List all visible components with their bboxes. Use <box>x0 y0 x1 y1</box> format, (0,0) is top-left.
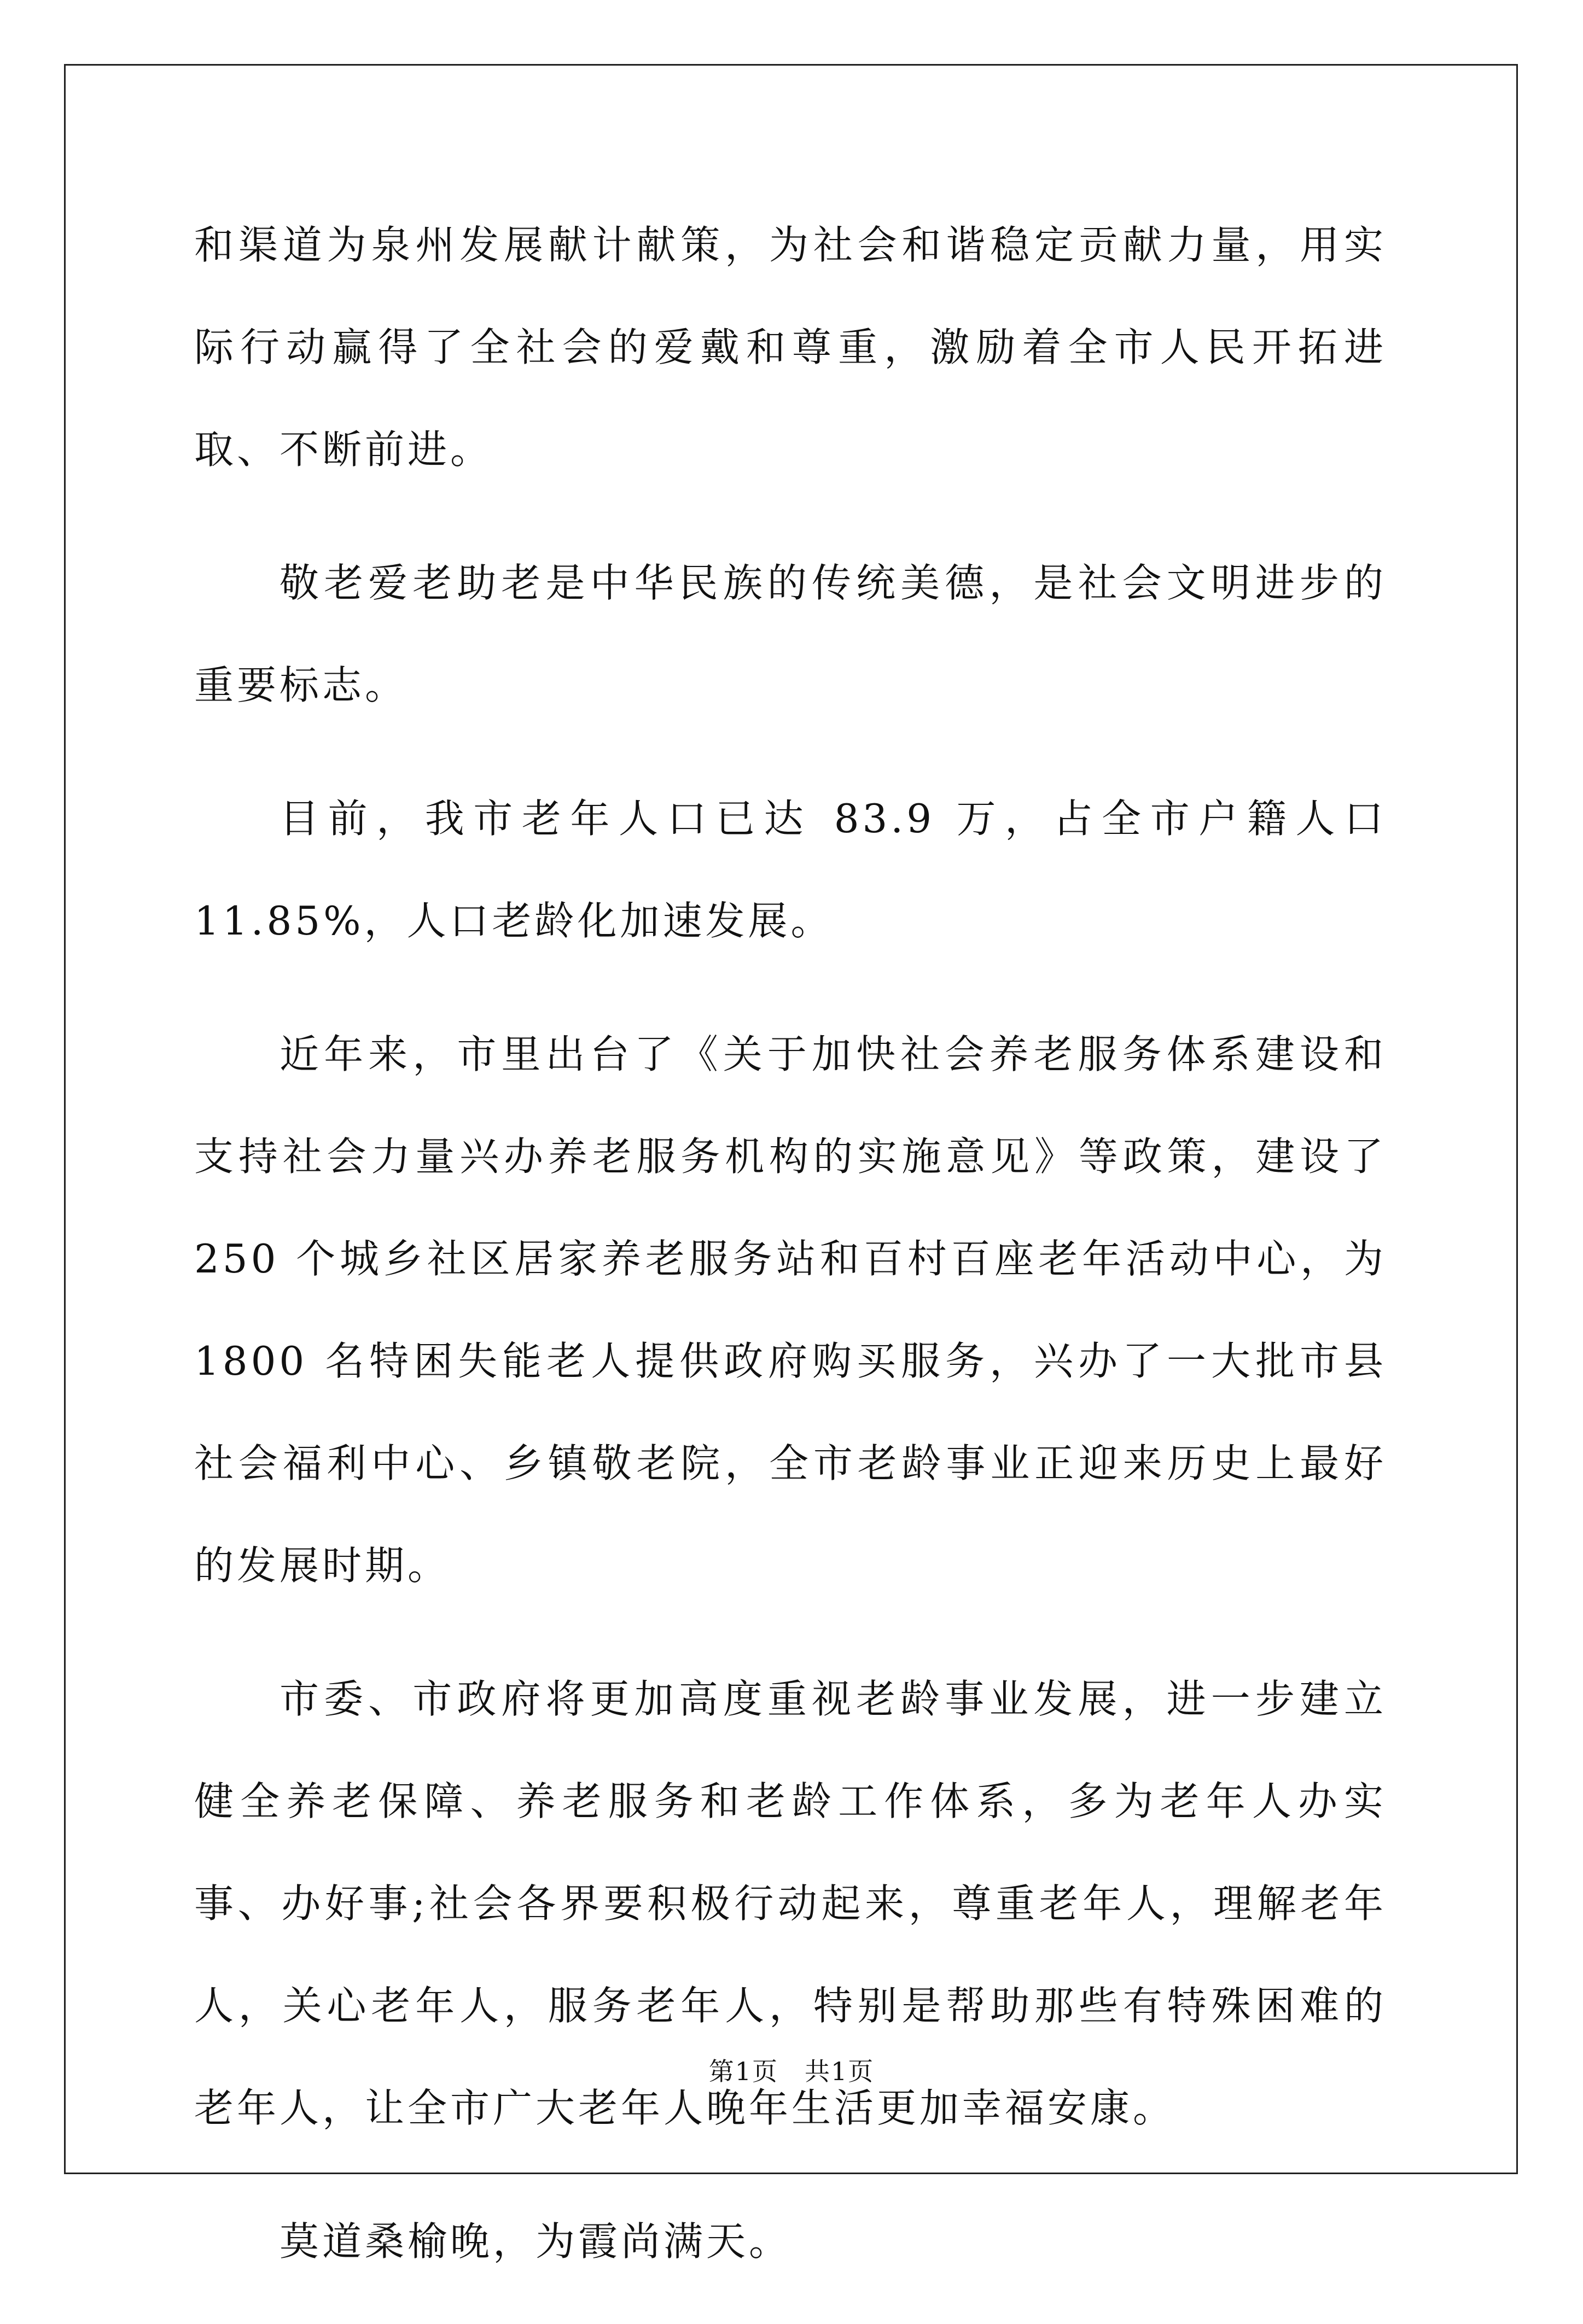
paragraph-2: 敬老爱老助老是中华民族的传统美德，是社会文明进步的重要标志。 <box>194 560 1387 708</box>
paragraph-3: 目前，我市老年人口已达 83.9 万，占全市户籍人口 11.85%，人口老龄化加速发展。 <box>194 796 1387 944</box>
document-body <box>194 194 1387 2324</box>
paragraph-1: 和渠道为泉州发展献计献策，为社会和谐稳定贡献力量，用实际行动赢得了全社会的爱戴和尊重，激励着全市人民开拓进取、不断前进。 <box>194 222 1387 472</box>
paragraph-4: 近年来，市里出台了《关于加快社会养老服务体系建设和支持社会力量兴办养老服务机构的实施意见》等政策，建设了 250 个城乡社区居家养老服务站和百村百座老年活动中心，为 1800 名特困失能老人提供政府购买服务，兴办了一大批市县社会福利中心、乡镇敬老院，全市老龄事业正迎来历史上最好的发展时期。 <box>194 1031 1387 1589</box>
page-footer: 第1页 共1页 <box>708 2057 875 2086</box>
paragraph-6: 莫道桑榆晚，为霞尚满天。 <box>280 2218 792 2264</box>
paragraph-5: 市委、市政府将更加高度重视老龄事业发展，进一步建立健全养老保障、养老服务和老龄工作体系，多为老年人办实事、办好事;社会各界要积极行动起来，尊重老年人，理解老年人，关心老年人，服务老年人，特别是帮助那些有特殊困难的老年人，让全市广大老年人晚年生活更加幸福安康。 <box>194 1676 1387 2131</box>
